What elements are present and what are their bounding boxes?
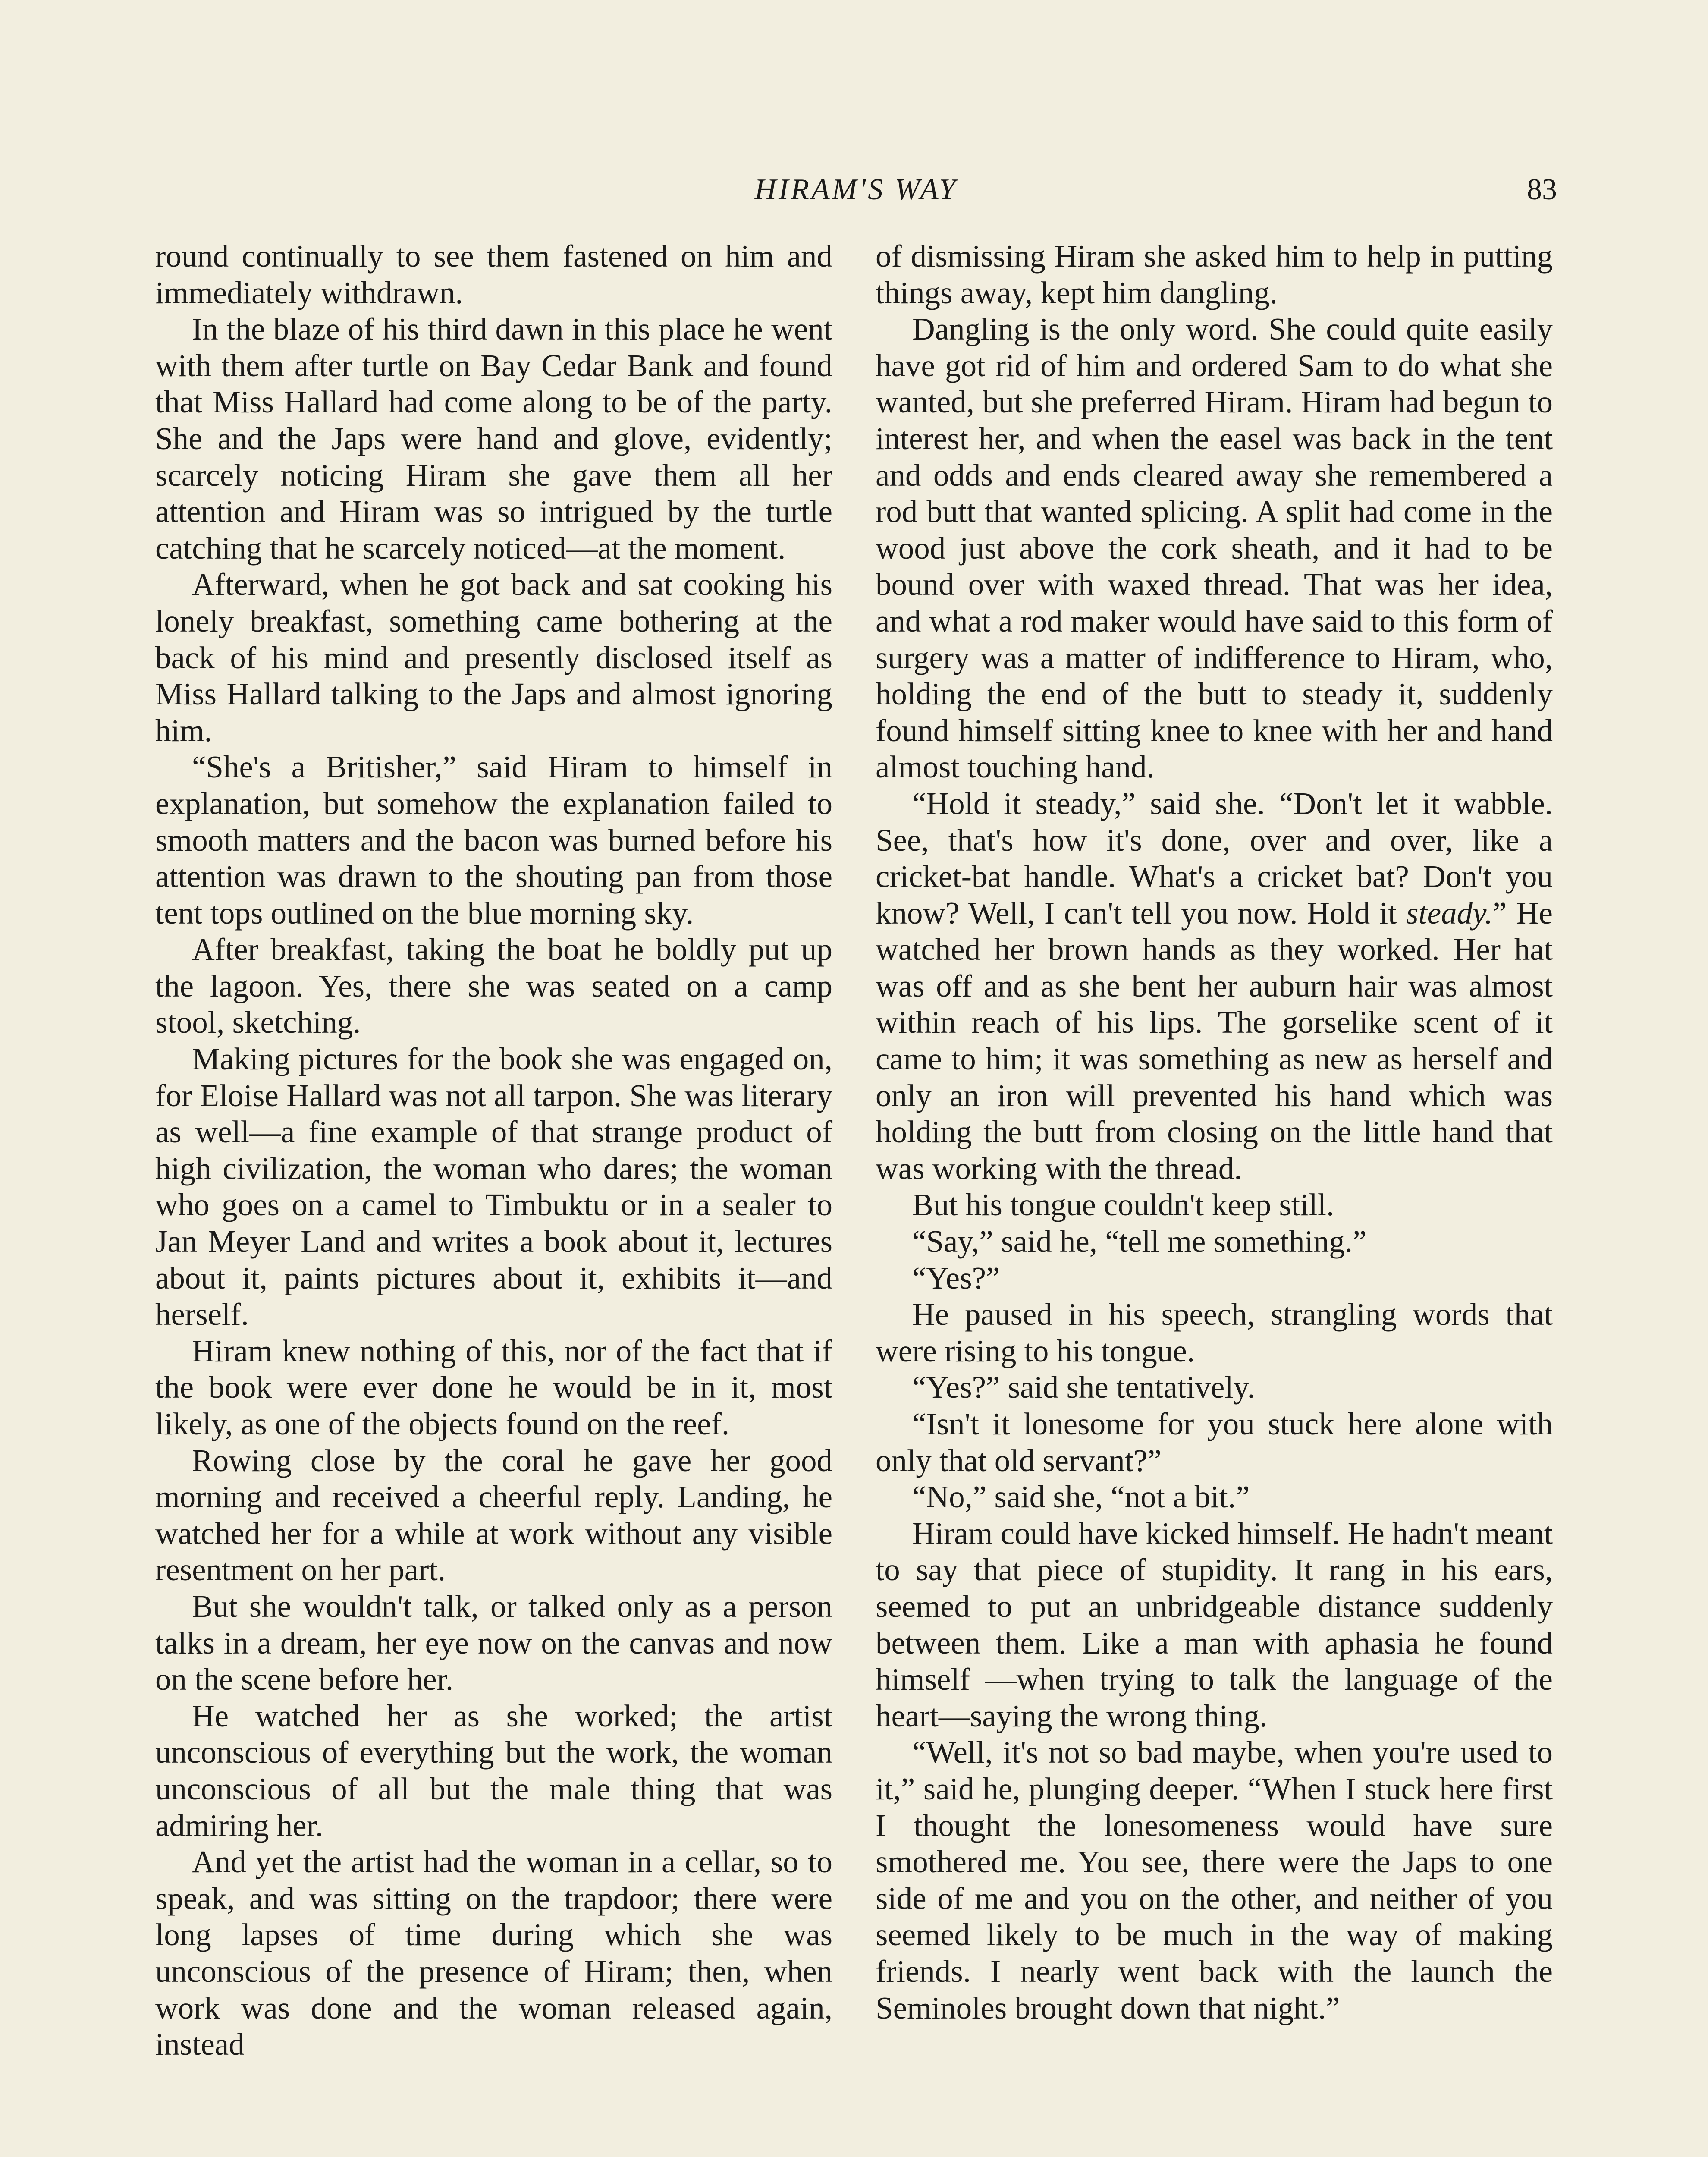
running-head	[155, 164, 1557, 216]
paragraph: In the blaze of his third dawn in this place he went with them after turtle on Bay Cedar Bank and found that Miss Hallard had come along to be of the party. She and the Japs were hand and glove, evidently; scarcely noticing Hiram she gave them all her attention and Hiram was so intrigued by the turtle catching that he scarcely noticed—at the moment.	[155, 311, 832, 566]
paragraph: round continually to see them fastened on him and immediately withdrawn.	[155, 239, 832, 310]
paragraph: He watched her as she worked; the artist unconscious of everything but the work, the woman unconscious of all but the male thing that was admiring her.	[155, 1698, 832, 1843]
emphasis-text: steady.	[1406, 895, 1493, 931]
running-title: HIRAM'S WAY	[754, 173, 958, 206]
dialogue-text: “Hold it steady,” said she. “Don't let it wabble. See, that's how it's done, over and over, like a cricket-bat handle. What's a cricket bat? Don't you know? Well, I can't tell you now. Hold it	[876, 786, 1553, 931]
paragraph: But his tongue couldn't keep still.	[912, 1187, 1334, 1223]
paragraph: Hiram knew nothing of this, nor of the fact that if the book were ever done he would be in it, most likely, as one of the objects found on the reef.	[155, 1333, 832, 1441]
paragraph: “Yes?” said she tentatively.	[912, 1370, 1255, 1405]
paragraph	[876, 786, 1553, 1187]
paragraph: “No,” said she, “not a bit.”	[912, 1479, 1250, 1515]
page-number: 83	[1527, 173, 1557, 206]
paragraph: “She's a Britisher,” said Hiram to himself in explanation, but somehow the explanation failed to smooth matters and the bacon was burned before his attention was drawn to the shouting pan from those tent tops outlined on the blue morning sky.	[155, 749, 832, 931]
paragraph: “Yes?”	[912, 1260, 1000, 1295]
paragraph: Making pictures for the book she was engaged on, for Eloise Hallard was not all tarpon. She was literary as well—a fine example of that strange product of high civilization, the woman who dares; the woman who goes on a camel to Timbuktu or in a sealer to Jan Meyer Land and writes a book about it, lectures about it, paints pictures about it, exhibits it—and herself.	[155, 1041, 832, 1332]
left-column	[155, 238, 832, 2063]
right-column	[876, 238, 1553, 2026]
paragraph: And yet the artist had the woman in a cellar, so to speak, and was sitting on the trapdoor; there were long lapses of time during which she was unconscious of the presence of Hiram; then, when work was done and the woman released again, instead	[155, 1844, 832, 2062]
paragraph: After breakfast, taking the boat he boldly put up the lagoon. Yes, there she was seated on a camp stool, sketching.	[155, 932, 832, 1040]
paragraph: Afterward, when he got back and sat cooking his lonely breakfast, something came bothering at the back of his mind and presently disclosed itself as Miss Hallard talking to the Japs and almost ignoring him.	[155, 567, 832, 748]
paragraph: Dangling is the only word. She could quite easily have got rid of him and ordered Sam to do what she wanted, but she preferred Hiram. Hiram had begun to interest her, and when the easel was back in the tent and odds and ends cleared away she remembered a rod butt that wanted splicing. A split had come in the wood just above the cork sheath, and it had to be bound over with waxed thread. That was her idea, and what a rod maker would have said to this form of surgery was a matter of indifference to Hiram, who, holding the end of the butt to steady it, suddenly found himself sitting knee to knee with her and hand almost touching hand.	[876, 311, 1553, 785]
paragraph: Hiram could have kicked himself. He hadn't meant to say that piece of stupidity. It rang in his ears, seemed to put an unbridgeable distance suddenly between them. Like a man with aphasia he found himself —when trying to talk the language of the heart—saying the wrong thing.	[876, 1516, 1553, 1733]
paragraph: But she wouldn't talk, or talked only as a person talks in a dream, her eye now on the canvas and now on the scene before her.	[155, 1588, 832, 1697]
paragraph: He paused in his speech, strangling words that were rising to his tongue.	[876, 1297, 1553, 1368]
paragraph: Rowing close by the coral he gave her good morning and received a cheerful reply. Landing, he watched her for a while at work without any visible resentment on her part.	[155, 1443, 832, 1588]
paragraph: of dismissing Hiram she asked him to help in putting things away, kept him dangling.	[876, 239, 1553, 310]
paragraph: “Isn't it lonesome for you stuck here alone with only that old servant?”	[876, 1406, 1553, 1478]
paragraph: “Say,” said he, “tell me something.”	[912, 1224, 1367, 1259]
paragraph: “Well, it's not so bad maybe, when you're used to it,” said he, plunging deeper. “When I stuck here first I thought the lonesomeness would have sure smothered me. You see, there were the Japs to one side of me and you on the other, and neither of you seemed likely to be much in the way of making friends. I nearly went back with the launch the Seminoles brought down that night.”	[876, 1735, 1553, 2025]
dialogue-text: ” He watched her brown hands as they worked. Her hat was off and as she bent her auburn hair was almost within reach of his lips. The gorselike scent of it came to him; it was something as new as herself and only an iron will prevented his hand which was holding the butt from closing on the little hand that was working with the thread.	[876, 895, 1553, 1186]
